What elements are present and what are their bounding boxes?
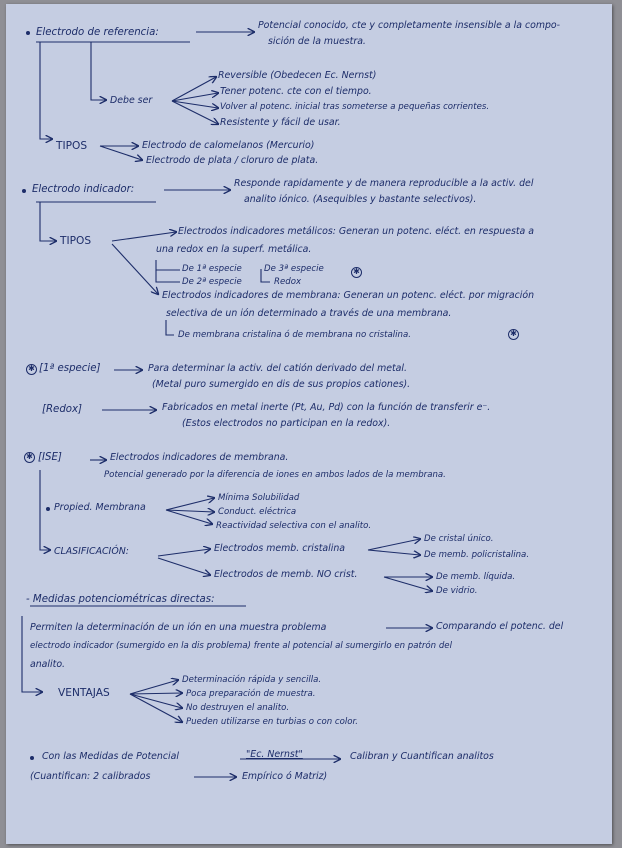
- conclusion-1: Con las Medidas de Potencial: [42, 751, 179, 762]
- notebook-page: [6, 4, 612, 844]
- ventaja-1: Determinación rápida y sencilla.: [182, 675, 322, 685]
- especie-label: [1ª especie]: [39, 363, 101, 374]
- ref-desc-2: sición de la muestra.: [268, 36, 366, 47]
- asterisk-mark-icon: ✱: [26, 364, 37, 375]
- nocrist-item-1: De memb. líquida.: [436, 572, 516, 582]
- medidas-p1: Permiten la determinación de un ión en una muestra problema: [30, 622, 327, 633]
- conclusion-2: (Cuantifican: 2 calibrados: [30, 771, 151, 782]
- ventaja-3: No destruyen el analito.: [186, 703, 290, 713]
- ref-title: Electrodo de referencia:: [36, 27, 159, 38]
- esp-3: De 3ª especie: [264, 264, 324, 274]
- debe-item-1: Reversible (Obedecen Ec. Nernst): [218, 70, 377, 81]
- conclusion-nernst: "Ec. Nernst": [246, 749, 303, 760]
- medidas-p2: electrodo indicador (sumergido en la dis problema) frente al potencial al sumergirlo en patrón del: [30, 641, 452, 651]
- especie-desc-1: Para determinar la activ. del catión derivado del metal.: [148, 363, 407, 374]
- ventaja-2: Poca preparación de muestra.: [186, 689, 316, 699]
- tipo-plata: Electrodo de plata / cloruro de plata.: [146, 155, 319, 166]
- ventajas-label: VENTAJAS: [58, 687, 110, 699]
- crist-item-2: De memb. policristalina.: [424, 550, 530, 560]
- debe-item-4: Resistente y fácil de usar.: [220, 117, 341, 128]
- ind-tipos-label: TIPOS: [60, 235, 92, 247]
- esp-2: De 2ª especie: [182, 277, 242, 287]
- redox-desc-1: Fabricados en metal inerte (Pt, Au, Pd) con la función de transferir e⁻.: [162, 402, 491, 413]
- asterisk-mark-icon: ✱: [508, 329, 519, 340]
- ventaja-4: Pueden utilizarse en turbias o con color.: [186, 717, 359, 727]
- bullet-dot: [22, 189, 26, 193]
- crist-item-1: De cristal único.: [424, 534, 494, 544]
- bullet-dot: [26, 31, 30, 35]
- debe-item-3: Volver al potenc. inicial tras someterse a pequeñas corrientes.: [220, 102, 490, 112]
- branch-ref-debe: [91, 42, 106, 100]
- nocrist-item-2: De vidrio.: [436, 586, 478, 596]
- met-line-1: Electrodos indicadores metálicos: Generan un potenc. eléct. en respuesta a: [178, 226, 535, 237]
- mem-line-1: Electrodos indicadores de membrana: Generan un potenc. eléct. por migración: [162, 290, 535, 301]
- prop-item-1: Mínima Solubilidad: [218, 493, 300, 503]
- especie-desc-2: (Metal puro sumergido en dis de sus propios cationes).: [152, 379, 411, 390]
- medidas-p3: analito.: [30, 659, 66, 670]
- bullet-dot: [46, 507, 50, 511]
- ise-desc-1: Electrodos indicadores de membrana.: [110, 452, 289, 463]
- ind-desc-1: Responde rapidamente y de manera reproducible a la activ. del: [234, 178, 534, 189]
- prop-item-3: Reactividad selectiva con el analito.: [216, 521, 372, 531]
- debe-ser-label: Debe ser: [110, 95, 153, 106]
- ise-desc-2: Potencial generado por la diferencia de iones en ambos lados de la membrana.: [104, 470, 446, 480]
- mem-line-2: selectiva de un ión determinado a través de una membrana.: [166, 308, 452, 319]
- medidas-p1b: Comparando el potenc. del: [436, 621, 564, 632]
- conclusion-2b: Empírico ó Matriz): [242, 771, 328, 782]
- redox-label: [Redox]: [42, 404, 83, 415]
- crist-label: Electrodos memb. cristalina: [214, 543, 346, 554]
- met-line-2: una redox en la superf. metálica.: [156, 244, 312, 255]
- debe-item-2: Tener potenc. cte con el tiempo.: [220, 86, 372, 97]
- prop-item-2: Conduct. eléctrica: [218, 507, 297, 517]
- ise-label: [ISE]: [38, 452, 62, 463]
- ref-desc-1: Potencial conocido, cte y completamente insensible a la compo-: [258, 20, 561, 31]
- bullet-dot: [30, 756, 34, 760]
- nocrist-label: Electrodos de memb. NO crist.: [214, 569, 358, 580]
- redox-desc-2: (Estos electrodos no participan en la redox).: [182, 418, 391, 429]
- branch-ref-tipos: [40, 42, 52, 139]
- clasif-label: CLASIFICACIÓN:: [54, 546, 129, 557]
- asterisk-mark-icon: ✱: [351, 267, 362, 278]
- ref-tipos-label: TIPOS: [56, 140, 88, 152]
- conclusion-1c: Calibran y Cuantifican analitos: [350, 751, 494, 762]
- medidas-title: - Medidas potenciométricas directas:: [26, 594, 215, 605]
- esp-1: De 1ª especie: [182, 264, 242, 274]
- propied-label: Propied. Membrana: [54, 502, 146, 513]
- esp-redox: Redox: [274, 277, 302, 287]
- asterisk-mark-icon: ✱: [24, 452, 35, 463]
- mem-line-3: De membrana cristalina ó de membrana no cristalina.: [178, 330, 411, 340]
- ind-title: Electrodo indicador:: [32, 184, 135, 195]
- tipo-calomelanos: Electrodo de calomelanos (Mercurio): [142, 140, 315, 151]
- ind-desc-2: analito iónico. (Asequibles y bastante selectivos).: [244, 194, 477, 205]
